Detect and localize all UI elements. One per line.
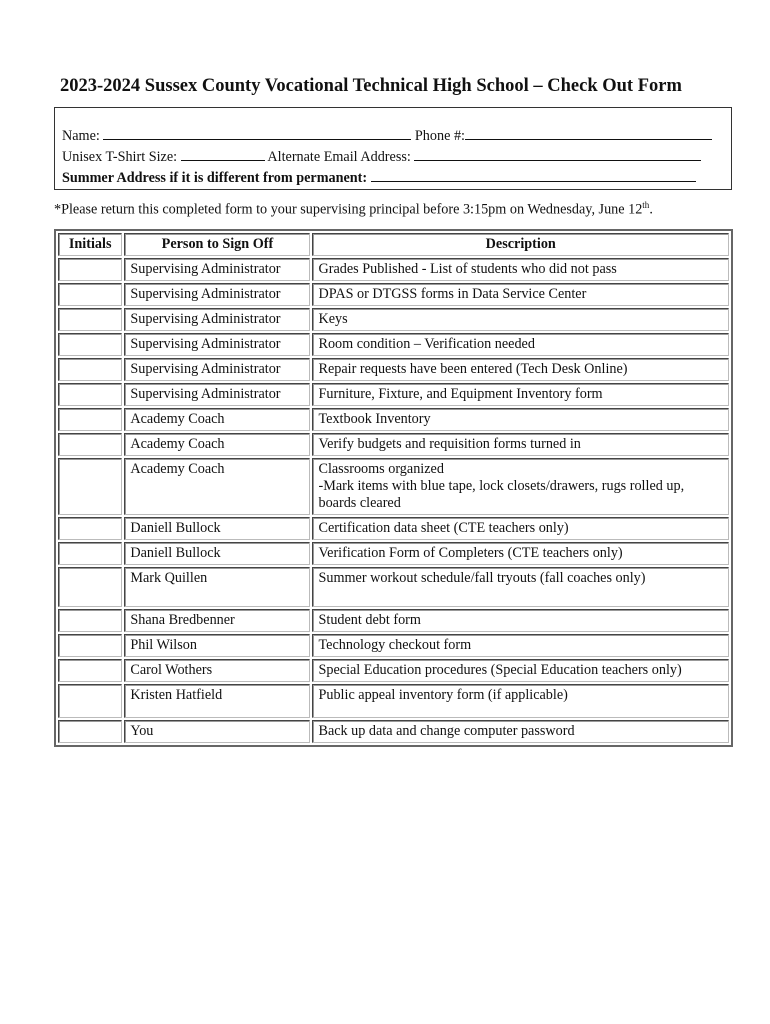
description-cell: Verification Form of Completers (CTE teachers only) — [312, 542, 729, 565]
table-row — [58, 609, 729, 632]
initials-cell[interactable] — [58, 333, 122, 356]
table-row — [58, 308, 729, 331]
initials-cell[interactable] — [58, 517, 122, 540]
person-cell: Kristen Hatfield — [124, 684, 310, 718]
summer-address-field[interactable] — [371, 167, 696, 182]
initials-cell[interactable] — [58, 458, 122, 515]
description-cell: Furniture, Fixture, and Equipment Inventory form — [312, 383, 729, 406]
initials-cell[interactable] — [58, 634, 122, 657]
initials-cell[interactable] — [58, 659, 122, 682]
summer-address-label: Summer Address if it is different from permanent: — [62, 170, 368, 186]
description-cell: Public appeal inventory form (if applicable) — [312, 684, 729, 718]
description-detail: -Mark items with blue tape, lock closets/drawers, rugs rolled up, boards cleared — [318, 478, 685, 511]
description-cell: DPAS or DTGSS forms in Data Service Center — [312, 283, 729, 306]
person-cell: Mark Quillen — [124, 567, 310, 607]
initials-cell[interactable] — [58, 720, 122, 743]
email-field[interactable] — [414, 146, 701, 161]
person-cell: You — [124, 720, 310, 743]
email-label: Alternate Email Address: — [267, 149, 411, 165]
person-cell: Supervising Administrator — [124, 283, 310, 306]
table-row — [58, 358, 729, 381]
shirt-size-field[interactable] — [181, 146, 265, 161]
person-cell: Daniell Bullock — [124, 542, 310, 565]
description-cell: Special Education procedures (Special Education teachers only) — [312, 659, 729, 682]
initials-cell[interactable] — [58, 567, 122, 607]
initials-cell[interactable] — [58, 433, 122, 456]
table-row — [58, 720, 729, 743]
return-note — [54, 200, 653, 219]
description-cell: Back up data and change computer password — [312, 720, 729, 743]
note-end: . — [649, 201, 653, 218]
person-cell: Carol Wothers — [124, 659, 310, 682]
person-cell: Academy Coach — [124, 408, 310, 431]
info-box — [54, 107, 732, 190]
table-row — [58, 408, 729, 431]
initials-cell[interactable] — [58, 258, 122, 281]
note-sup: th — [642, 200, 650, 210]
name-label: Name: — [62, 128, 100, 144]
table-row — [58, 333, 729, 356]
person-cell: Academy Coach — [124, 433, 310, 456]
table-row — [58, 433, 729, 456]
initials-cell[interactable] — [58, 383, 122, 406]
initials-cell[interactable] — [58, 358, 122, 381]
checkout-table — [54, 229, 733, 747]
form-title: 2023-2024 Sussex County Vocational Technical High School – Check Out Form — [60, 76, 682, 96]
phone-field[interactable] — [465, 125, 712, 140]
initials-cell[interactable] — [58, 542, 122, 565]
header-initials: Initials — [58, 233, 122, 256]
table-row — [58, 517, 729, 540]
header-description: Description — [312, 233, 729, 256]
person-cell: Supervising Administrator — [124, 383, 310, 406]
person-cell: Supervising Administrator — [124, 308, 310, 331]
summer-address-line — [62, 167, 731, 188]
person-cell: Supervising Administrator — [124, 258, 310, 281]
table-row — [58, 542, 729, 565]
shirt-email-line — [62, 146, 731, 167]
initials-cell[interactable] — [58, 609, 122, 632]
description-cell: Textbook Inventory — [312, 408, 729, 431]
description-cell: Student debt form — [312, 609, 729, 632]
description-line: Classrooms organized — [318, 461, 444, 477]
description-cell: Verify budgets and requisition forms turned in — [312, 433, 729, 456]
table-row — [58, 659, 729, 682]
description-cell: Technology checkout form — [312, 634, 729, 657]
table-row — [58, 383, 729, 406]
person-cell: Shana Bredbenner — [124, 609, 310, 632]
description-cell: Summer workout schedule/fall tryouts (fall coaches only) — [312, 567, 729, 607]
person-cell: Supervising Administrator — [124, 333, 310, 356]
shirt-label: Unisex T-Shirt Size: — [62, 149, 178, 165]
description-cell: Keys — [312, 308, 729, 331]
table-row — [58, 567, 729, 607]
table-row — [58, 684, 729, 718]
initials-cell[interactable] — [58, 308, 122, 331]
table-row — [58, 258, 729, 281]
person-cell: Phil Wilson — [124, 634, 310, 657]
table-row — [58, 458, 729, 515]
header-person: Person to Sign Off — [124, 233, 310, 256]
person-cell: Daniell Bullock — [124, 517, 310, 540]
initials-cell[interactable] — [58, 408, 122, 431]
initials-cell[interactable] — [58, 283, 122, 306]
name-field[interactable] — [103, 125, 411, 140]
table-row — [58, 634, 729, 657]
header-row — [58, 233, 729, 256]
name-phone-line — [62, 125, 731, 146]
person-cell: Supervising Administrator — [124, 358, 310, 381]
description-cell: Grades Published - List of students who did not pass — [312, 258, 729, 281]
description-cell: Certification data sheet (CTE teachers only) — [312, 517, 729, 540]
person-cell: Academy Coach — [124, 458, 310, 515]
description-cell — [312, 458, 729, 515]
phone-label: Phone #: — [414, 128, 465, 144]
description-cell: Repair requests have been entered (Tech Desk Online) — [312, 358, 729, 381]
table-row — [58, 283, 729, 306]
note-text: *Please return this completed form to your supervising principal before 3:15pm on Wednesday, June 12 — [54, 201, 643, 218]
initials-cell[interactable] — [58, 684, 122, 718]
description-cell: Room condition – Verification needed — [312, 333, 729, 356]
